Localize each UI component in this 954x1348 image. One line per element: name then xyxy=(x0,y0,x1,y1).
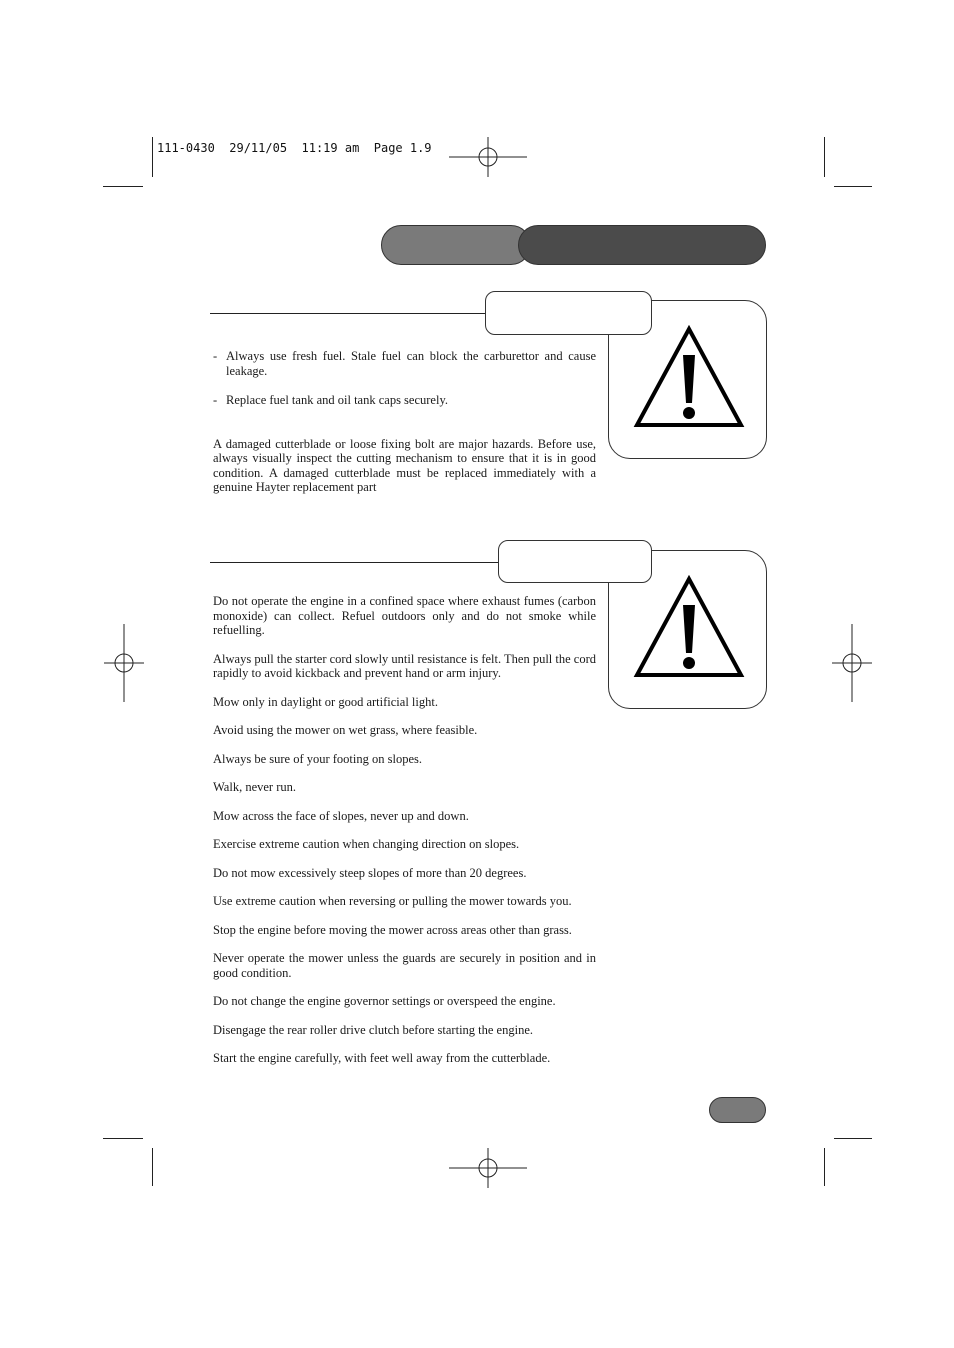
paragraph: Exercise extreme caution when changing direction on slopes. xyxy=(213,837,520,851)
paragraph: Avoid using the mower on wet grass, where feasible. xyxy=(213,723,478,737)
paragraph: Do not operate the engine in a confined space where exhaust fumes (carbon monoxide) can collect. Refuel outdoors only and do not smoke while refuelling. xyxy=(213,594,596,637)
header-pill-light xyxy=(381,225,531,265)
crop-mark xyxy=(834,186,872,187)
list-item-text: Always use fresh fuel. Stale fuel can block the carburettor and cause leakage. xyxy=(226,349,596,378)
paragraph: Do not mow excessively steep slopes of more than 20 degrees. xyxy=(213,865,527,880)
crop-mark xyxy=(152,1148,153,1186)
crop-mark xyxy=(824,1148,825,1186)
paragraph: Mow across the face of slopes, never up and down. xyxy=(213,808,469,823)
list-item xyxy=(213,349,596,378)
registration-mark-icon xyxy=(449,1148,527,1188)
paragraph: Stop the engine before moving the mower across areas other than grass. xyxy=(213,922,572,937)
section-rule xyxy=(210,313,486,314)
section-heading-tab xyxy=(485,291,652,335)
crop-mark xyxy=(103,186,143,187)
section-heading-tab xyxy=(498,540,652,583)
section-rule xyxy=(210,562,499,563)
registration-mark-icon xyxy=(104,624,144,702)
paragraph: Use extreme caution when reversing or pulling the mower towards you. xyxy=(213,894,572,908)
warning-triangle-icon xyxy=(633,575,745,679)
crop-mark xyxy=(834,1138,872,1139)
list-item-text: Replace fuel tank and oil tank caps securely. xyxy=(226,393,449,407)
page-number-pill xyxy=(709,1097,766,1123)
bullet-dash: - xyxy=(213,349,218,363)
header-pill-dark xyxy=(518,225,766,265)
paragraph: Always be sure of your footing on slopes. xyxy=(213,751,422,766)
print-slug: 111-0430 29/11/05 11:19 am Page 1.9 xyxy=(157,141,432,155)
warning-triangle-icon xyxy=(633,325,745,429)
paragraph: Walk, never run. xyxy=(213,780,296,794)
registration-mark-icon xyxy=(449,137,527,177)
paragraph: Never operate the mower unless the guards are securely in position and in good condition. xyxy=(213,951,596,980)
section1-body xyxy=(213,349,596,495)
section2-body xyxy=(213,594,596,1066)
paragraph: Do not change the engine governor settings or overspeed the engine. xyxy=(213,994,556,1008)
registration-mark-icon xyxy=(832,624,872,702)
paragraph: Start the engine carefully, with feet well away from the cutterblade. xyxy=(213,1051,551,1065)
paragraph: A damaged cutterblade or loose fixing bolt are major hazards. Before use, always visually inspect the cutting mechanism to ensure that it is in good condition. A damaged cutterblade must be replaced immediately with a genuine Hayter replacement part xyxy=(213,436,596,494)
paragraph: Mow only in daylight or good artificial light. xyxy=(213,694,438,709)
paragraph: Always pull the starter cord slowly until resistance is felt. Then pull the cord rapidly to avoid kickback and prevent hand or arm injury. xyxy=(213,651,597,680)
crop-mark xyxy=(103,1138,143,1139)
paragraph: Disengage the rear roller drive clutch before starting the engine. xyxy=(213,1022,534,1037)
crop-mark xyxy=(152,137,153,177)
list-item xyxy=(213,393,596,408)
crop-mark xyxy=(824,137,825,177)
bullet-dash: - xyxy=(213,393,218,407)
